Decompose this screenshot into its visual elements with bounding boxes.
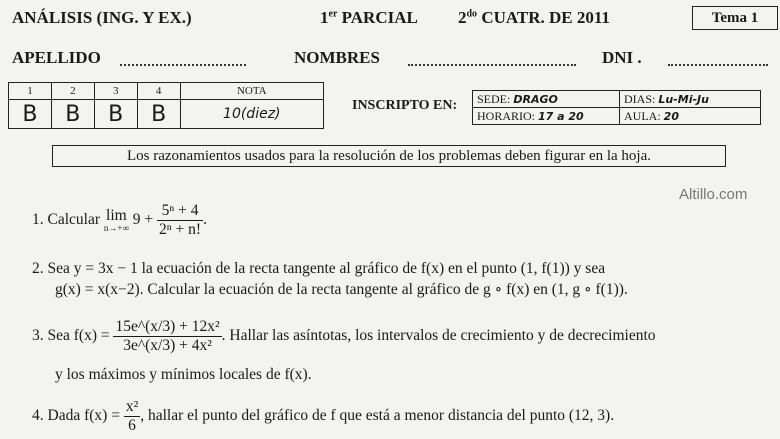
nombres-label: NOMBRES (294, 48, 380, 67)
nombres-field[interactable] (408, 50, 576, 66)
grade-header: 3 (94, 83, 137, 100)
horario-value: 17 a 20 (538, 109, 584, 123)
aula-label: AULA: (624, 108, 661, 123)
grade-cell: B (51, 100, 94, 129)
problem-3-line-2: y los máximos y mínimos locales de f(x). (55, 366, 312, 383)
grades-table (8, 82, 324, 129)
sede-label: SEDE: (477, 91, 511, 106)
dni-field[interactable] (668, 50, 768, 66)
watermark: Altillo.com (679, 186, 748, 203)
problem-2: 2. Sea y = 3x − 1 la ecuación de la recta tangente al gráfico de f(x) en el punto (1, f(1)) y sea (32, 260, 606, 277)
grade-total-cell: 10(diez) (180, 100, 323, 129)
grade-cell: B (9, 100, 52, 129)
fraction: $\frac{\text{15e\textasciicircum{}(x/3) + 12x²}}{\text{3e\textasciicircum{}(x/3) + 4x²}}$ (115, 318, 220, 354)
limit-operator: lim n→+∞ (103, 207, 129, 233)
apellido-label: APELLIDO (12, 48, 101, 67)
exam-number: 1er PARCIAL (320, 8, 418, 27)
horario-label: HORARIO: (477, 108, 536, 123)
grade-cell: B (137, 100, 180, 129)
dni-label: DNI . (602, 48, 642, 67)
dias-label: DIAS: (624, 91, 656, 106)
inscripto-label: INSCRIPTO EN: (352, 98, 458, 113)
grade-header: 1 (9, 83, 52, 100)
fraction: $\frac{\text{5ⁿ + 4}}{\text{2ⁿ + n!}}$ (159, 202, 202, 238)
problem-1: 1. Calcular lim n→+∞ 9 + $\frac{\text{5ⁿ + 4}}{\text{2ⁿ + n!}}$ . (32, 202, 207, 238)
grade-header: 2 (51, 83, 94, 100)
sede-value: DRAGO (513, 92, 558, 106)
apellido-field[interactable] (120, 50, 246, 66)
term: $2^{do}$ CUATR. DE 2011 (458, 8, 610, 27)
grade-cell: B (94, 100, 137, 129)
fraction: $\frac{\text{x²}}{6}$ (125, 398, 139, 434)
dias-value: Lu-Mi-Ju (658, 92, 709, 106)
aula-value: 20 (663, 109, 679, 123)
registration-table (472, 90, 761, 125)
tema-box: Tema 1 (692, 6, 778, 30)
course-title: ANÁLISIS (ING. Y EX.) (12, 8, 192, 27)
problem-4: 4. Dada f(x) = $\frac{\text{x²}}{6}$ , hallar el punto del gráfico de f que está a menor distancia del punto (12, 3). (32, 398, 615, 434)
grade-header: 4 (137, 83, 180, 100)
problem-2-line-2: g(x) = x(x−2). Calcular la ecuación de la recta tangente al gráfico de g ∘ f(x) en (1, g ∘ f(1)). (55, 281, 628, 298)
instructions-box: Los razonamientos usados para la resolución de los problemas deben figurar en la hoja. (52, 145, 726, 167)
problem-3: 3. Sea f(x) = $\frac{\text{15e\textasciicircum{}(x/3) + 12x²}}{\text{3e\textasciicircum{}(x/3) + 4x²}}$ . Hallar las asíntotas, los intervalos de crecimiento y de decrecimiento (32, 318, 656, 354)
grade-header: NOTA (180, 83, 323, 100)
